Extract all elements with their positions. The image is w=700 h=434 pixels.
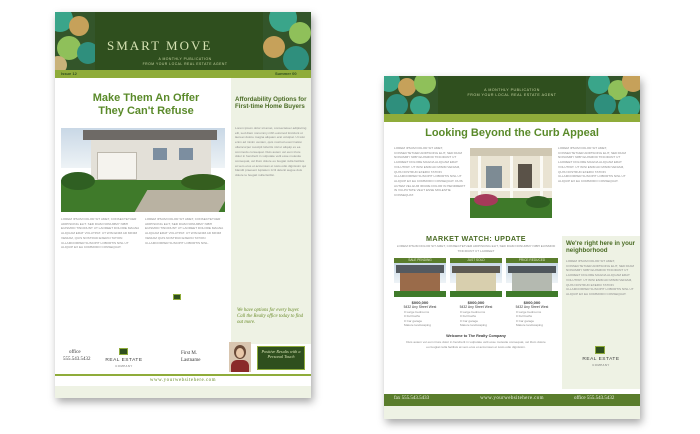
- listing-details: 0 Large bedrooms 0 Full baths 0 Car garage Mature landscaping: [460, 310, 488, 327]
- company-logo-icon: [119, 348, 128, 355]
- office-block: [574, 396, 614, 401]
- office-phone: 555.543.5432: [63, 357, 91, 362]
- bottom-band: [384, 406, 640, 419]
- listing-photo: [506, 263, 558, 297]
- subtitle-line-1: A MONTHLY PUBLICATION: [158, 57, 212, 61]
- promo-text: We have options for every buyer. Call the Realty office today to find out more.: [237, 308, 304, 325]
- porch-roof: [470, 148, 552, 156]
- website-link[interactable]: www.yourwebsitehere.com: [480, 396, 544, 401]
- garage-door: [97, 152, 137, 180]
- footer-rule: [55, 374, 311, 376]
- agent-name: [181, 350, 200, 364]
- neighborhood-title: We're right here in your neighborhood: [566, 240, 636, 255]
- window: [179, 148, 193, 160]
- company-subtitle: COMPANY: [115, 364, 133, 368]
- shrub: [526, 196, 550, 208]
- article-text-middle: LOREM IPSUM DOLOR SIT AMET, CONSECTETUER ADIPISCING ELIT, SED DIAM NONUMMY NIBH EUISMOD TINCIDUNT UT LAOREET DOLORE MAGNA ALIQUAM ERAT VOLUTPAT. UT WISI ENIM AD MINIM VENIAM QUIS NOSTRUD EXERCI TATION ULLAMCORPER SUSCIPIT LOBORTIS NISL.: [145, 217, 223, 245]
- house-roof: [83, 130, 217, 140]
- listing-price: $000,000: [467, 300, 485, 305]
- market-watch-title: MARKET WATCH: UPDATE: [426, 234, 526, 243]
- company-logo-icon: [595, 346, 605, 354]
- window: [486, 166, 502, 188]
- bottom-band: [55, 386, 311, 398]
- headline-line-1: Make Them An Offer: [92, 92, 200, 104]
- porch-railing: [470, 188, 552, 191]
- website-link[interactable]: www.yourwebsitehere.com: [149, 378, 217, 383]
- agent-last-name: Lastname: [181, 358, 201, 363]
- listing-price: $000,000: [523, 300, 541, 305]
- listing-photo: [394, 263, 446, 297]
- porch-photo: [470, 148, 552, 218]
- floral-pattern-left: [384, 76, 438, 114]
- house-wall: [456, 271, 496, 293]
- header-subtitle: [440, 88, 584, 98]
- listing-photo: [450, 263, 502, 297]
- flower-bed: [474, 194, 498, 206]
- lawn: [506, 291, 558, 297]
- floral-pattern-right: [263, 12, 311, 70]
- tagline-text: Positive Results with a Personal Touch: [261, 349, 301, 360]
- issue-number: Issue 12: [61, 71, 77, 76]
- welcome-text: Duis autem vel eum iriure dolor in hendrerit in vulputate velit esse molestie consequat, vel illum dolore eu feugiat nulla facilisis at vero eros et accumsan et iusto odio dignissim.: [406, 340, 546, 349]
- article-text-left: LOREM IPSUM DOLOR SIT AMET, CONSECTETUER ADIPISCING ELIT, SED DIAM NONUMMY NIBH EUISMOD TINCIDUNT UT LAOREET DOLORE MAGNA ALIQUAM ERAT VOLUTPAT. UT WISI ENIM AD MINIM VENIAM, QUIS NOSTRUD EXERCI TATION ULLAMCORPER SUSCIPIT LOBORTIS NISL UT ALIQUIP EX EA COMMODO CONSEQUAT. DUIS AUTEM VEL EUM IRIURE DOLOR IN HENDRERIT IN VULPUTATE VELIT ESSE MOLESTIE CONSEQUAT.: [394, 146, 466, 198]
- company-name: REAL ESTATE: [105, 358, 143, 363]
- listing-details: 0 Large bedrooms 0 Full baths 0 Car garage Mature landscaping: [404, 310, 432, 327]
- issue-season: Summer 00: [275, 71, 297, 76]
- lawn: [394, 291, 446, 297]
- masthead-title: SMART MOVE: [107, 38, 213, 53]
- main-headline: [61, 92, 231, 118]
- porch-column: [510, 156, 513, 198]
- listing-tag: SALE PENDING: [394, 258, 446, 263]
- front-door: [518, 164, 532, 190]
- neighborhood-text: LOREM IPSUM DOLOR SIT AMET, CONSECTETUER ADIPISCING ELIT, SED DIAM NONUMMY NIBH EUISMOD TINCIDUNT UT LAOREET DOLORE MAGNA ALIQUAM ERAT VOLUTPAT. UT WISI ENIM AD MINIM VENIAM, QUIS NOSTRUD EXERCI TATION ULLAMCORPER SUSCIPIT LOBORTIS NISL UT ALIQUIP EX EA COMMODO CONSEQUAT.: [566, 259, 634, 296]
- sidebar-title: Affordability Options for First-time Home Buyers: [235, 96, 307, 111]
- article-text-right: LOREM IPSUM DOLOR SIT AMET, CONSECTETUER ADIPISCING ELIT, SED DIAM NONUMMY NIBH EUISMOD TINCIDUNT UT LAOREET DOLORE MAGNA ALIQUAM ERAT VOLUTPAT. UT WISI ENIM AD MINIM VENIAM, QUIS NOSTRUD EXERCI TATION ULLAMCORPER SUSCIPIT LOBORTIS NISL UT ALIQUIP EX EA COMMODO CONSEQUAT.: [558, 146, 626, 183]
- article-text-left: LOREM IPSUM DOLOR SIT AMET, CONSECTETUER ADIPISCING ELIT. SED DIAM NONUMMY NIBH EUISMOD TINCIDUNT UT LAOREET DOLORE MAGNA ALIQUAM ERAT VOLUTPAT. UT WISI ENIM AD MINIM VENIAM, QUIS NOSTRUD EXERCI TATION ULLAMCORPER SUSCIPIT LOBORTIS NISL UT ALIQUIP EX EA COMMODO CONSEQUAT.: [61, 217, 139, 250]
- fax-label: fax: [394, 396, 401, 401]
- office-label: office: [69, 350, 81, 355]
- page2-headline: Looking Beyond the Curb Appeal: [425, 127, 599, 139]
- listing-address: 5432 Any Street West: [403, 305, 437, 309]
- window: [153, 148, 167, 160]
- listing-price: $000,000: [411, 300, 429, 305]
- headline-line-2: They Can't Refuse: [98, 105, 194, 117]
- lawn: [450, 291, 502, 297]
- floral-pattern-left: [55, 12, 95, 70]
- welcome-heading: Welcome to The Realty Company: [446, 334, 506, 338]
- house-roof: [396, 265, 444, 273]
- driveway: [135, 190, 225, 212]
- newsletter-page-front: [55, 12, 311, 398]
- agent-shoulders: [231, 360, 249, 372]
- newsletter-page-back: [384, 76, 640, 419]
- fax-phone: 555.543.5433: [401, 396, 430, 401]
- company-name: REAL ESTATE: [582, 357, 620, 362]
- listing-details: 0 Large bedrooms 0 Full baths 0 Car garage Mature landscaping: [516, 310, 544, 327]
- listing-tag: JUST SOLD: [450, 258, 502, 263]
- issue-bar: [55, 70, 311, 78]
- porch-column: [478, 156, 481, 198]
- agent-photo: [229, 342, 251, 372]
- house-roof: [508, 266, 556, 273]
- subtitle-line-2: FROM YOUR LOCAL REAL ESTATE AGENT: [467, 93, 557, 97]
- fax-block: [394, 396, 429, 401]
- subtitle-line-1: A MONTHLY PUBLICATION: [484, 88, 540, 92]
- house-wall: [512, 271, 552, 293]
- continued-marker-icon: [173, 294, 181, 300]
- floral-pattern-right: [586, 76, 640, 114]
- office-label: office: [574, 396, 586, 401]
- office-phone: 555.543.5432: [586, 396, 615, 401]
- subtitle-line-2: FROM YOUR LOCAL REAL ESTATE AGENT: [142, 61, 228, 66]
- listing-address: 5432 Any Street West: [515, 305, 549, 309]
- header-rule: [384, 114, 640, 122]
- agent-first-name: First M.: [181, 351, 198, 356]
- house-photo: [61, 128, 225, 212]
- sidebar-text: Lorem ipsum dolor sit amet, consectetuer adipiscing elit, sed diam nonummy nibh euismod tincidunt ut laoreet dolore magna aliquam erat volutpat. Ut wisi enim ad minim veniam, quis nostrud exerci tation ullamcorper suscipit lobortis nisl ut aliquip ex ea commodo consequat. Duis autem vel eum iriure dolor in hendrerit in vulputate velit esse molestie consequat, vel illum dolore eu feugiat nulla facilisis at vero eros et accumsan et iusto odio dignissim qui blandit praesent luptatum zzril delenit augue duis dolore te feugait nulla facilisi.: [235, 126, 307, 178]
- house-roof: [452, 266, 500, 273]
- shrub: [181, 174, 225, 190]
- agent-face: [236, 348, 244, 358]
- shrub: [61, 172, 95, 190]
- company-subtitle: COMPANY: [592, 363, 610, 367]
- listing-tag: PRICE REDUCED: [506, 258, 558, 263]
- listing-address: 5432 Any Street West: [459, 305, 493, 309]
- market-watch-intro: LOREM IPSUM DOLOR SIT AMET, CONSECTETUER ADIPISCING ELIT, SED DIAM NONUMMY NIBH EUISMOD TINCIDUNT UT LAOREET: [396, 244, 556, 253]
- masthead-subtitle: [115, 57, 255, 66]
- porch-column: [540, 156, 543, 198]
